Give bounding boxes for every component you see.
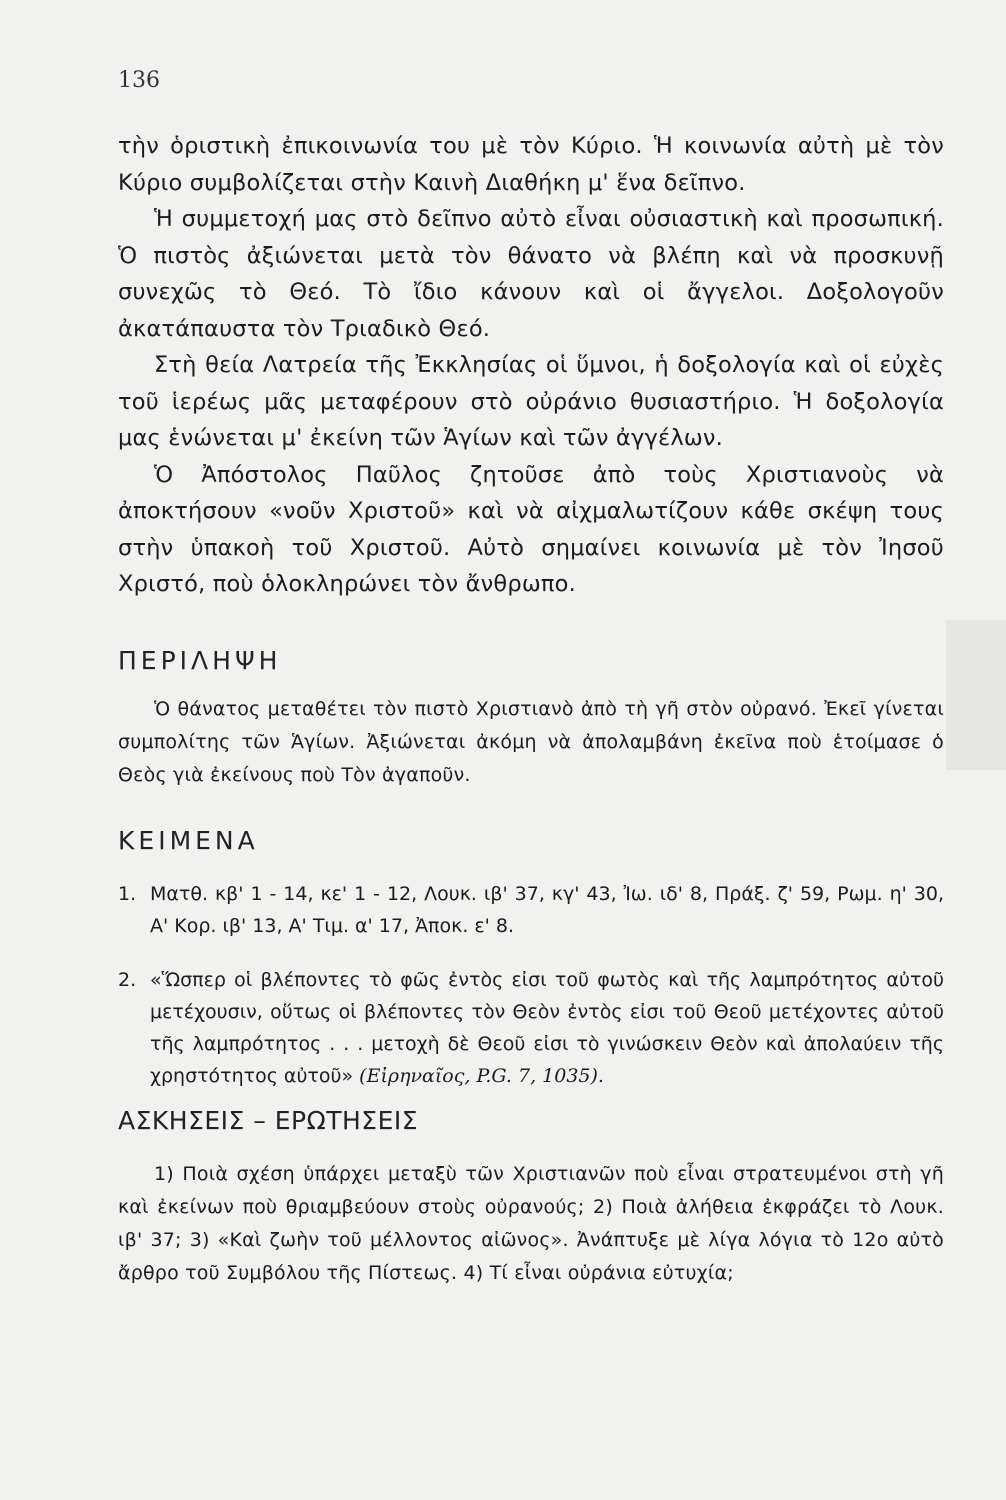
summary-section [118, 693, 944, 792]
paragraph-2: Ἡ συμμετοχή μας στὸ δεῖπνο αὐτὸ εἶναι οὐσιαστικὴ καὶ προσωπική. Ὁ πιστὸς ἀξιώνεται μετὰ τὸν θάνατο νὰ βλέπη καὶ νὰ προσκυνῇ συνεχῶς τὸ Θεό. Τὸ ἴδιο κάνουν καὶ οἱ ἄγγελοι. Δοξολογοῦν ἀκατάπαυστα τὸν Τριαδικὸ Θεό. [118, 206, 944, 342]
body-text [118, 128, 944, 603]
quote-text: «Ὥσπερ οἱ βλέποντες τὸ φῶς ἐντὸς εἰσι τοῦ φωτὸς καὶ τῆς λαμπρότητος αὐτοῦ μετέχουσιν, οὕτως οἱ βλέποντες τὸν Θεὸν ἐντὸς εἰσι τοῦ Θεοῦ μετέχοντες αὐτοῦ τῆς λαμπρότητος . . . μετοχὴ δὲ Θεοῦ εἰσι τὸ γινώσκειν Θεὸν καὶ ἀπολαύειν τῆς χρηστότητος αὐτοῦ» [150, 969, 944, 1087]
paragraph-3: Στὴ θεία Λατρεία τῆς Ἐκκλησίας οἱ ὕμνοι, ἡ δοξολογία καὶ οἱ εὐχὲς τοῦ ἱερέως μᾶς μεταφέρουν στὸ οὐράνιο θυσιαστήριο. Ἡ δοξολογία μας ἑνώνεται μ' ἐκείνη τῶν Ἁγίων καὶ τῶν ἀγγέλων. [118, 352, 944, 451]
text-item-number: 2. [118, 969, 137, 991]
summary-heading: ΠΕΡΙΛΗΨΗ [118, 646, 282, 675]
texts-list [118, 878, 944, 1092]
exercises-heading: ΑΣΚΗΣΕΙΣ – ΕΡΩΤΗΣΕΙΣ [118, 1106, 419, 1135]
text-item [118, 878, 944, 942]
paragraph-1: τὴν ὁριστικὴ ἐπικοινωνία του μὲ τὸν Κύριο. Ἡ κοινωνία αὐτὴ μὲ τὸν Κύριο συμβολίζεται στὴν Καινὴ Διαθήκη μ' ἕνα δεῖπνο. [118, 133, 944, 196]
quote-citation: (Εἰρηναῖος, P.G. 7, 1035). [359, 1065, 604, 1087]
paragraph-4: Ὁ Ἀπόστολος Παῦλος ζητοῦσε ἀπὸ τοὺς Χριστιανοὺς νὰ ἀποκτήσουν «νοῦν Χριστοῦ» καὶ νὰ αἰχμαλωτίζουν κάθε σκέψη τους στὴν ὑπακοὴ τοῦ Χριστοῦ. Αὐτὸ σημαίνει κοινωνία μὲ τὸν Ἰησοῦ Χριστό, ποὺ ὁλοκληρώνει τὸν ἄνθρωπο. [118, 461, 944, 597]
exercises-text: 1) Ποιὰ σχέση ὑπάρχει μεταξὺ τῶν Χριστιανῶν ποὺ εἶναι στρατευμένοι στὴ γῆ καὶ ἐκείνων ποὺ θριαμβεύουν στοὺς οὐρανούς; 2) Ποιὰ ἀλήθεια ἐκφράζει τὸ Λουκ. ιβ' 37; 3) «Καὶ ζωὴν τοῦ μέλλοντος αἰῶνος». Ἀνάπτυξε μὲ λίγα λόγια τὸ 12ο αὐτὸ ἄρθρο τοῦ Συμβόλου τῆς Πίστεως. 4) Τί εἶναι οὐράνια εὐτυχία; [118, 1163, 944, 1284]
page-number: 136 [118, 68, 160, 93]
text-item-number: 1. [118, 883, 137, 905]
texts-heading: ΚΕΙΜΕΝΑ [118, 826, 259, 855]
page-edge-shadow [946, 620, 1006, 770]
text-item-body [150, 964, 944, 1092]
summary-text: Ὁ θάνατος μεταθέτει τὸν πιστὸ Χριστιανὸ ἀπὸ τὴ γῆ στὸν οὐρανό. Ἐκεῖ γίνεται συμπολίτης τῶν Ἁγίων. Ἀξιώνεται ἀκόμη νὰ ἀπολαμβάνη ἐκεῖνα ποὺ ἑτοίμασε ὁ Θεὸς γιὰ ἐκείνους ποὺ Τὸν ἀγαποῦν. [118, 698, 944, 786]
text-item [118, 964, 944, 1092]
text-item-body: Ματθ. κβ' 1 - 14, κε' 1 - 12, Λουκ. ιβ' 37, κγ' 43, Ἰω. ιδ' 8, Πράξ. ζ' 59, Ρωμ. η' 30, Α' Κορ. ιβ' 13, Α' Τιμ. α' 17, Ἀποκ. ε' 8. [150, 883, 944, 937]
exercises-section [118, 1158, 944, 1290]
